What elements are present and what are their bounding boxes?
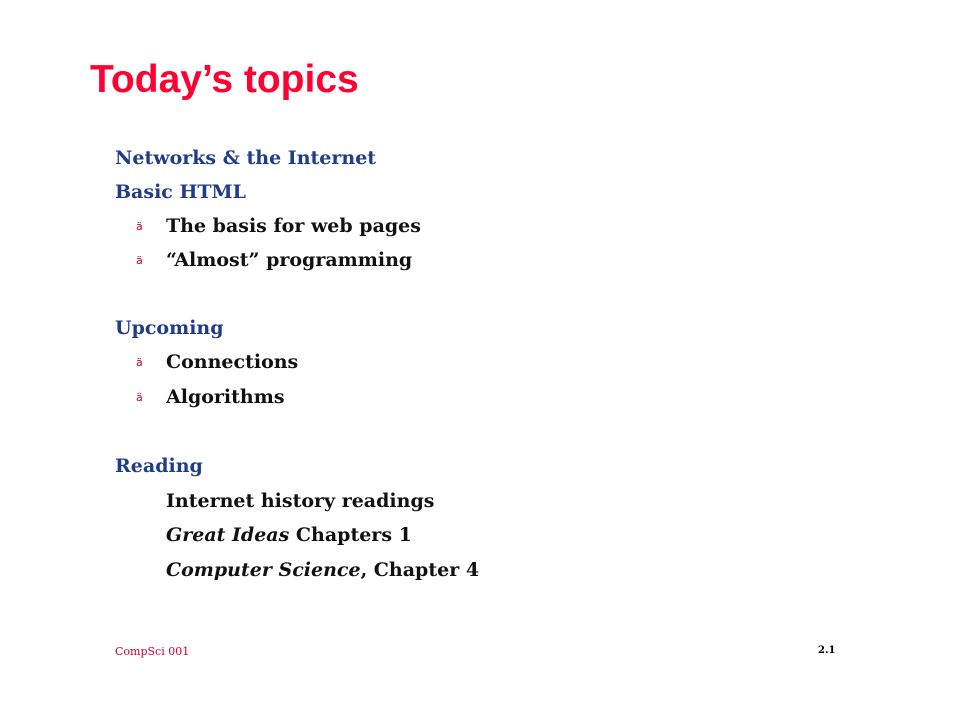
footer-course: CompSci 001 [115, 645, 190, 658]
subtopic-almost-programming [136, 249, 413, 271]
topic-basic-html: Basic HTML [115, 181, 246, 203]
footer-page-number: 2.1 [818, 645, 836, 656]
topic-reading: Reading [115, 455, 203, 477]
subtopic-label: Connections [166, 351, 299, 373]
subtopic-label: Algorithms [166, 386, 285, 408]
reading-great-ideas [166, 524, 412, 546]
bullet-icon: ä [136, 220, 143, 233]
bullet-icon: ä [136, 391, 143, 404]
book-title: Computer Science [166, 559, 361, 581]
bullet-icon: ä [136, 254, 143, 267]
subtopic-algorithms [136, 386, 285, 408]
topic-networks: Networks & the Internet [115, 147, 377, 169]
topic-upcoming: Upcoming [115, 317, 224, 339]
reading-detail: , Chapter 4 [360, 559, 480, 581]
slide-title: Today’s topics [90, 58, 359, 101]
subtopic-connections [136, 351, 299, 373]
reading-computer-science [166, 559, 479, 581]
subtopic-label: “Almost” programming [166, 249, 413, 271]
subtopic-label: The basis for web pages [166, 215, 421, 237]
book-title: Great Ideas [166, 524, 290, 546]
bullet-icon: ä [136, 356, 143, 369]
reading-internet-history: Internet history readings [166, 490, 435, 512]
reading-detail: Chapters 1 [289, 524, 412, 546]
subtopic-basis-web-pages [136, 215, 421, 237]
